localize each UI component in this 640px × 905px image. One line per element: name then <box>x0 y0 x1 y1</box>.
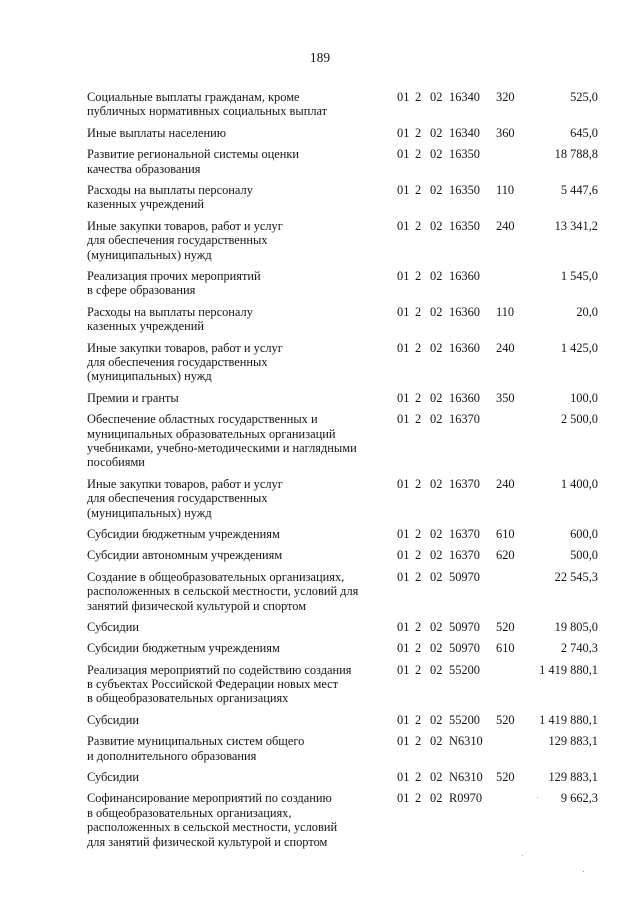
amount: 1 419 880,1 <box>539 712 598 727</box>
description-line: в общеобразовательных организациях, <box>87 805 292 820</box>
description-line: Субсидии <box>87 712 139 727</box>
amount: 22 545,3 <box>554 569 598 584</box>
main-activity-code: 02 <box>430 526 443 541</box>
description-line: Субсидии автономным учреждениям <box>87 548 283 563</box>
program-code: 01 <box>397 770 410 785</box>
table-row <box>0 391 640 412</box>
expense-type-code: 520 <box>496 619 515 634</box>
direction-code: 16360 <box>449 304 480 319</box>
row-description <box>87 90 387 119</box>
subprogram-code: 2 <box>415 268 422 283</box>
row-description <box>87 770 387 784</box>
row-description <box>87 477 387 520</box>
main-activity-code: 02 <box>430 125 443 140</box>
expense-type-code: 110 <box>496 304 515 319</box>
description-line: для занятий физической культурой и спортом <box>87 834 328 849</box>
main-activity-code: 02 <box>430 791 443 806</box>
direction-code: 16360 <box>449 340 480 355</box>
table-row <box>0 770 640 791</box>
subprogram-code: 2 <box>415 662 422 677</box>
subprogram-code: 2 <box>415 182 422 197</box>
main-activity-code: 02 <box>430 662 443 677</box>
expense-type-code: 240 <box>496 340 515 355</box>
row-description <box>87 620 387 634</box>
main-activity-code: 02 <box>430 641 443 656</box>
row-description <box>87 269 387 298</box>
description-line: в субъектах Российской Федерации новых мест <box>87 677 339 692</box>
description-line: занятий физической культурой и спортом <box>87 598 307 613</box>
main-activity-code: 02 <box>430 340 443 355</box>
subprogram-code: 2 <box>415 569 422 584</box>
table-row <box>0 341 640 391</box>
amount: 1 400,0 <box>560 476 598 491</box>
amount: 2 740,3 <box>560 641 598 656</box>
main-activity-code: 02 <box>430 182 443 197</box>
description-line: казенных учреждений <box>87 319 204 334</box>
table-row <box>0 527 640 548</box>
main-activity-code: 02 <box>430 734 443 749</box>
description-line: (муниципальных) нужд <box>87 369 212 384</box>
description-line: Расходы на выплаты персоналу <box>87 182 253 197</box>
program-code: 01 <box>397 218 410 233</box>
description-line: Субсидии бюджетным учреждениям <box>87 641 280 656</box>
subprogram-code: 2 <box>415 90 422 104</box>
expense-type-code: 110 <box>496 182 515 197</box>
description-line: Софинансирование мероприятий по созданию <box>87 791 332 806</box>
description-line: для обеспечения государственных <box>87 354 268 369</box>
main-activity-code: 02 <box>430 619 443 634</box>
subprogram-code: 2 <box>415 476 422 491</box>
subprogram-code: 2 <box>415 340 422 355</box>
expense-type-code: 520 <box>496 712 515 727</box>
amount: 525,0 <box>570 90 598 104</box>
description-line: Создание в общеобразовательных организациях, <box>87 569 345 584</box>
table-row <box>0 219 640 269</box>
amount: 129 883,1 <box>548 734 598 749</box>
subprogram-code: 2 <box>415 526 422 541</box>
direction-code: 50970 <box>449 619 480 634</box>
program-code: 01 <box>397 569 410 584</box>
subprogram-code: 2 <box>415 548 422 563</box>
main-activity-code: 02 <box>430 147 443 162</box>
scan-speck <box>522 855 523 856</box>
row-description <box>87 713 387 727</box>
row-description <box>87 641 387 655</box>
program-code: 01 <box>397 390 410 405</box>
direction-code: 16340 <box>449 90 480 104</box>
description-line: Иные закупки товаров, работ и услуг <box>87 476 283 491</box>
expense-type-code: 360 <box>496 125 515 140</box>
program-code: 01 <box>397 712 410 727</box>
program-code: 01 <box>397 641 410 656</box>
amount: 1 425,0 <box>560 340 598 355</box>
program-code: 01 <box>397 340 410 355</box>
direction-code: R0970 <box>449 791 483 806</box>
amount: 18 788,8 <box>554 147 598 162</box>
description-line: Развитие региональной системы оценки <box>87 147 300 162</box>
scan-speck <box>583 871 584 872</box>
table-row <box>0 713 640 734</box>
row-description <box>87 663 387 706</box>
amount: 129 883,1 <box>548 770 598 785</box>
subprogram-code: 2 <box>415 147 422 162</box>
expense-type-code: 240 <box>496 218 515 233</box>
row-description <box>87 548 387 562</box>
description-line: расположенных в сельской местности, условий для <box>87 584 359 599</box>
program-code: 01 <box>397 125 410 140</box>
table-row <box>0 126 640 147</box>
direction-code: 16350 <box>449 218 480 233</box>
program-code: 01 <box>397 182 410 197</box>
page-number: 189 <box>309 50 331 65</box>
table-row <box>0 620 640 641</box>
table-row <box>0 147 640 183</box>
description-line: Иные закупки товаров, работ и услуг <box>87 340 283 355</box>
amount: 2 500,0 <box>560 412 598 427</box>
description-line: Развитие муниципальных систем общего <box>87 734 305 749</box>
description-line: Премии и гранты <box>87 390 179 405</box>
amount: 19 805,0 <box>554 619 598 634</box>
table-row <box>0 269 640 305</box>
row-description <box>87 391 387 405</box>
description-line: Иные закупки товаров, работ и услуг <box>87 218 283 233</box>
subprogram-code: 2 <box>415 304 422 319</box>
direction-code: 16370 <box>449 548 480 563</box>
table-row <box>0 734 640 770</box>
description-line: в общеобразовательных организациях <box>87 691 289 706</box>
description-line: Субсидии <box>87 770 139 785</box>
direction-code: N6310 <box>449 734 483 749</box>
budget-table <box>0 90 640 856</box>
program-code: 01 <box>397 734 410 749</box>
subprogram-code: 2 <box>415 641 422 656</box>
subprogram-code: 2 <box>415 770 422 785</box>
description-line: (муниципальных) нужд <box>87 247 212 262</box>
subprogram-code: 2 <box>415 712 422 727</box>
expense-type-code: 350 <box>496 390 515 405</box>
description-line: качества образования <box>87 161 201 176</box>
description-line: расположенных в сельской местности, условий <box>87 820 338 835</box>
description-line: пособиями <box>87 455 145 470</box>
direction-code: 50970 <box>449 569 480 584</box>
row-description <box>87 734 387 763</box>
main-activity-code: 02 <box>430 218 443 233</box>
subprogram-code: 2 <box>415 218 422 233</box>
expense-type-code: 520 <box>496 770 515 785</box>
description-line: Социальные выплаты гражданам, кроме <box>87 90 300 104</box>
expense-type-code: 240 <box>496 476 515 491</box>
table-row <box>0 305 640 341</box>
row-description <box>87 219 387 262</box>
main-activity-code: 02 <box>430 90 443 104</box>
row-description <box>87 183 387 212</box>
description-line: для обеспечения государственных <box>87 491 268 506</box>
program-code: 01 <box>397 268 410 283</box>
description-line: и дополнительного образования <box>87 748 257 763</box>
program-code: 01 <box>397 548 410 563</box>
description-line: казенных учреждений <box>87 197 204 212</box>
direction-code: 16360 <box>449 390 480 405</box>
amount: 500,0 <box>570 548 598 563</box>
subprogram-code: 2 <box>415 125 422 140</box>
row-description <box>87 341 387 384</box>
row-description <box>87 527 387 541</box>
expense-type-code: 620 <box>496 548 515 563</box>
program-code: 01 <box>397 526 410 541</box>
amount: 1 545,0 <box>560 268 598 283</box>
table-row <box>0 791 640 856</box>
main-activity-code: 02 <box>430 412 443 427</box>
table-row <box>0 412 640 477</box>
direction-code: 55200 <box>449 662 480 677</box>
description-line: (муниципальных) нужд <box>87 505 212 520</box>
row-description <box>87 305 387 334</box>
amount: 13 341,2 <box>554 218 598 233</box>
subprogram-code: 2 <box>415 619 422 634</box>
description-line: учебниками, учебно-методическими и наглядными <box>87 440 357 455</box>
amount: 600,0 <box>570 526 598 541</box>
amount: 645,0 <box>570 125 598 140</box>
main-activity-code: 02 <box>430 268 443 283</box>
program-code: 01 <box>397 90 410 104</box>
program-code: 01 <box>397 662 410 677</box>
program-code: 01 <box>397 476 410 491</box>
main-activity-code: 02 <box>430 548 443 563</box>
main-activity-code: 02 <box>430 476 443 491</box>
direction-code: 50970 <box>449 641 480 656</box>
program-code: 01 <box>397 412 410 427</box>
description-line: Субсидии бюджетным учреждениям <box>87 526 280 541</box>
direction-code: 16350 <box>449 147 480 162</box>
description-line: Иные выплаты населению <box>87 125 226 140</box>
amount: 1 419 880,1 <box>539 662 598 677</box>
direction-code: N6310 <box>449 770 483 785</box>
row-description <box>87 147 387 176</box>
program-code: 01 <box>397 791 410 806</box>
subprogram-code: 2 <box>415 390 422 405</box>
main-activity-code: 02 <box>430 770 443 785</box>
description-line: Расходы на выплаты персоналу <box>87 304 253 319</box>
main-activity-code: 02 <box>430 304 443 319</box>
expense-type-code: 610 <box>496 641 515 656</box>
direction-code: 16370 <box>449 476 480 491</box>
main-activity-code: 02 <box>430 569 443 584</box>
main-activity-code: 02 <box>430 390 443 405</box>
direction-code: 16360 <box>449 268 480 283</box>
row-description <box>87 570 387 613</box>
program-code: 01 <box>397 147 410 162</box>
description-line: муниципальных образовательных организаций <box>87 426 336 441</box>
subprogram-code: 2 <box>415 734 422 749</box>
description-line: Реализация мероприятий по содействию создания <box>87 662 352 677</box>
table-row <box>0 641 640 662</box>
expense-type-code: 320 <box>496 90 515 104</box>
table-row <box>0 570 640 620</box>
main-activity-code: 02 <box>430 712 443 727</box>
direction-code: 16370 <box>449 412 480 427</box>
program-code: 01 <box>397 619 410 634</box>
direction-code: 16370 <box>449 526 480 541</box>
table-row <box>0 183 640 219</box>
program-code: 01 <box>397 304 410 319</box>
amount: 5 447,6 <box>560 182 598 197</box>
table-row <box>0 477 640 527</box>
direction-code: 16350 <box>449 182 480 197</box>
description-line: публичных нормативных социальных выплат <box>87 104 328 119</box>
scan-speck <box>537 797 538 798</box>
amount: 9 662,3 <box>560 791 598 806</box>
table-row <box>0 663 640 713</box>
row-description <box>87 126 387 140</box>
subprogram-code: 2 <box>415 412 422 427</box>
amount: 100,0 <box>570 390 598 405</box>
amount: 20,0 <box>576 304 598 319</box>
description-line: Реализация прочих мероприятий <box>87 268 261 283</box>
direction-code: 55200 <box>449 712 480 727</box>
table-row <box>0 90 640 126</box>
row-description <box>87 412 387 470</box>
row-description <box>87 791 387 849</box>
expense-type-code: 610 <box>496 526 515 541</box>
table-row <box>0 548 640 569</box>
direction-code: 16340 <box>449 125 480 140</box>
description-line: в сфере образования <box>87 283 196 298</box>
description-line: для обеспечения государственных <box>87 233 268 248</box>
description-line: Субсидии <box>87 619 139 634</box>
description-line: Обеспечение областных государственных и <box>87 412 318 427</box>
subprogram-code: 2 <box>415 791 422 806</box>
